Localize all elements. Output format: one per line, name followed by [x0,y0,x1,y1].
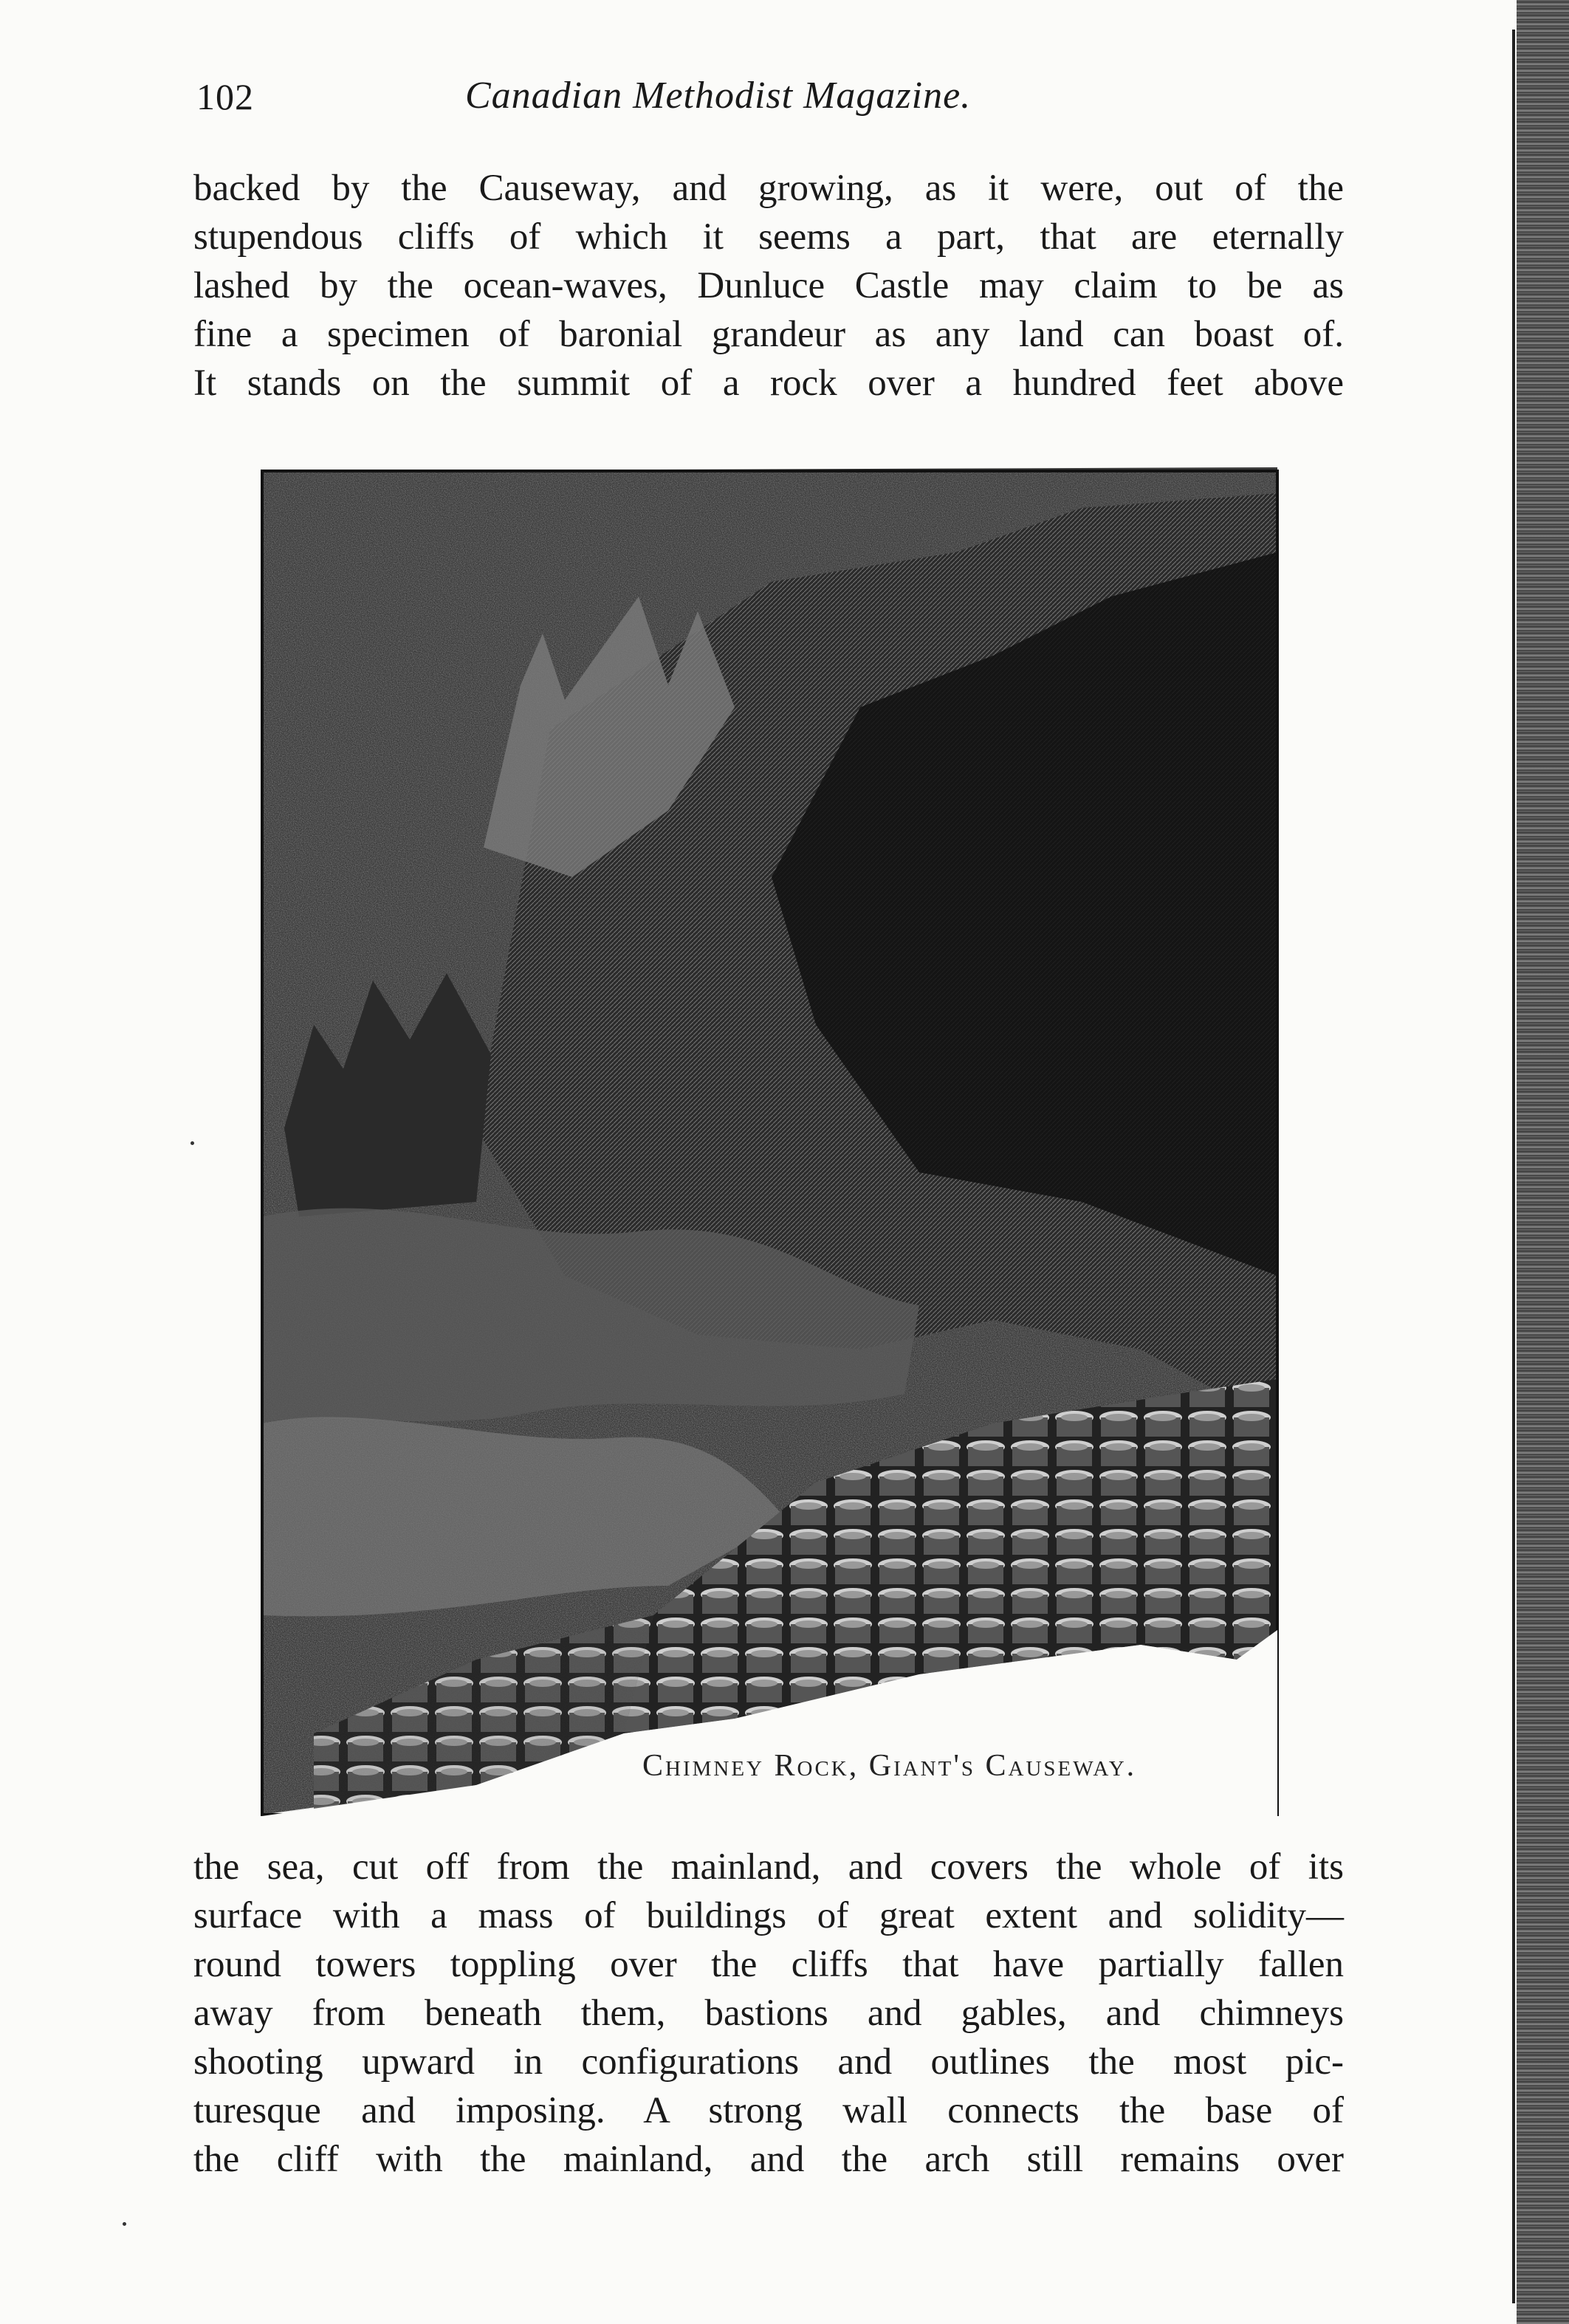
text-line: surface with a mass of buildings of great extent and solidity— [193,1895,1344,1936]
text-line: the cliff with the mainland, and the arch still remains over [193,2139,1344,2180]
page-binding-edge [1517,0,1569,2324]
engraving-illustration [255,464,1281,1822]
scan-speck [123,2222,126,2226]
running-title: Canadian Methodist Magazine. [465,75,972,117]
text-line: the sea, cut off from the mainland, and covers the whole of its [193,1846,1344,1888]
text-line: shooting upward in configurations and outlines the most pic- [193,2041,1344,2083]
page-number: 102 [196,76,254,117]
scan-speck [190,1141,194,1145]
text-line: turesque and imposing. A strong wall connects the base of [193,2090,1344,2131]
paragraph-bottom [193,1843,1344,2184]
paragraph-top [193,164,1344,408]
text-line: fine a specimen of baronial grandeur as any land can boast of. [193,314,1344,355]
text-line: lashed by the ocean-waves, Dunluce Castle may claim to be as [193,265,1344,306]
binding-shadow-line [1512,30,1515,2303]
engraving-image [255,464,1281,1822]
text-line: away from beneath them, bastions and gables, and chimneys [193,1993,1344,2034]
text-line: stupendous cliffs of which it seems a part, that are eternally [193,216,1344,258]
figure-caption: Chimney Rock, Giant's Causeway. [642,1749,1137,1783]
text-line: It stands on the summit of a rock over a hundred feet above [193,362,1344,404]
text-line: backed by the Causeway, and growing, as it were, out of the [193,168,1344,209]
text-line: round towers toppling over the cliffs that have partially fallen [193,1944,1344,1985]
